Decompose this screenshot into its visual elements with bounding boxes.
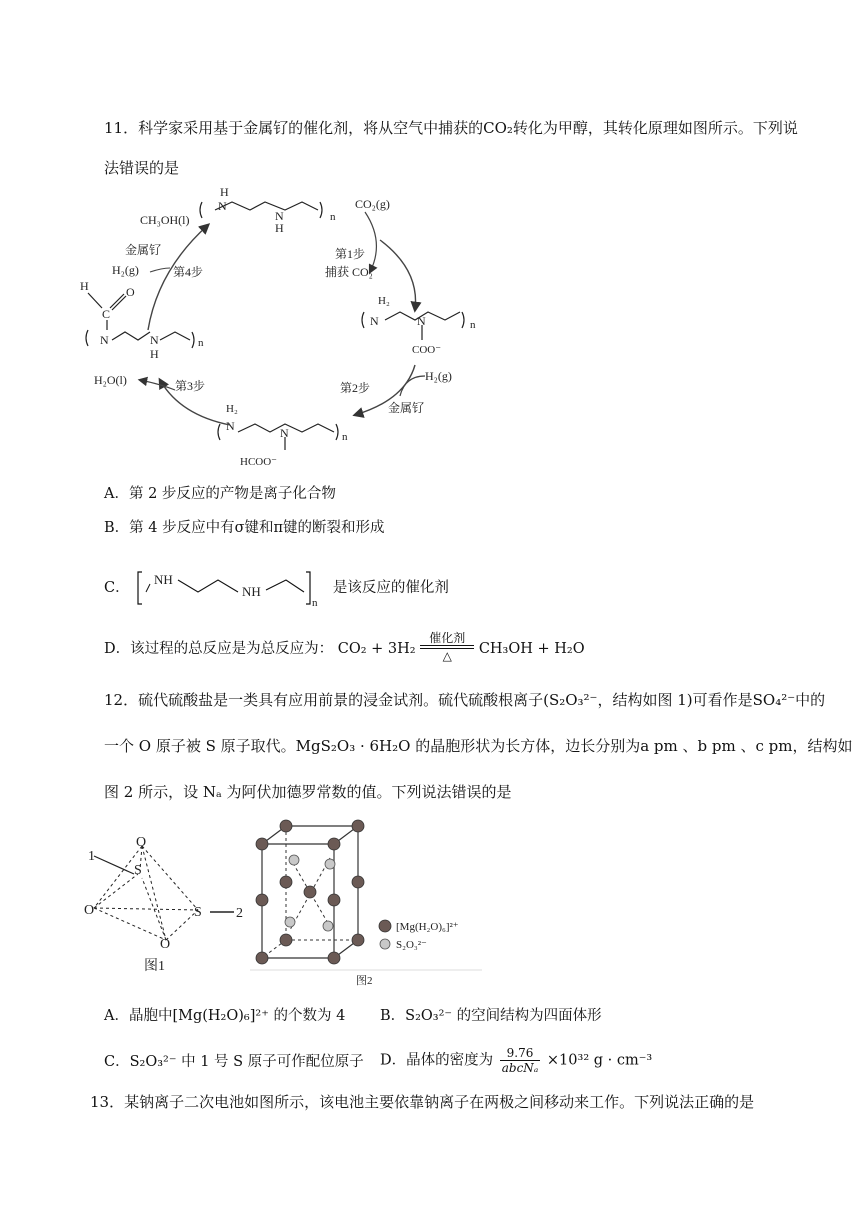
polymer-bottom <box>218 424 338 450</box>
n-atom: N <box>100 333 109 347</box>
density-numerator: 9.76 <box>500 1046 541 1061</box>
option-d-suffix: ×10³² g · cm⁻³ <box>546 1052 653 1069</box>
c-atom: C <box>102 307 111 321</box>
q11-option-a[interactable]: A．第 2 步反应的产物是离子化合物 <box>104 486 336 502</box>
q12-stem-line1: 12．硫代硫酸盐是一类具有应用前景的浸金试剂。硫代硫酸根离子(S₂O₃²⁻，结构如图 1)可看作是SO₄²⁻中的 <box>104 691 826 709</box>
q11-stem-line1: 11．科学家采用基于金属钌的催化剂，将从空气中捕获的CO₂转化为甲醇，其转化原理如图所示。下列说 <box>104 119 798 137</box>
s-atom: S <box>134 863 142 878</box>
q13-stem: 13．某钠离子二次电池如图所示，该电池主要依靠钠离子在两极之间移动来工作。下列说法正确的是 <box>90 1093 755 1111</box>
option-c-prefix: C． <box>104 580 130 596</box>
n-atom: N <box>218 199 227 213</box>
q12-option-b[interactable]: B．S₂O₃²⁻ 的空间结构为四面体形 <box>380 1008 602 1024</box>
unit-cell-figure <box>250 818 490 988</box>
option-d-products: CH₃OH + H₂O <box>478 641 585 657</box>
subscript-n: n <box>330 211 336 223</box>
step1-label: 第1步 <box>335 247 366 261</box>
ru2-label: 金属钌 <box>388 401 425 415</box>
legend-mg-label: [Mg(H₂O)₆]²⁺ <box>396 921 459 933</box>
polymer-structure-icon <box>136 568 326 608</box>
option-c-suffix: 是该反应的催化剂 <box>332 580 449 596</box>
o-atom: O <box>84 903 95 918</box>
label-1: 1 <box>88 849 95 864</box>
figure2-caption: 图2 <box>356 975 373 987</box>
q12-stem-line2: 一个 O 原子被 S 原子取代。MgS₂O₃ · 6H₂O 的晶胞形状为长方体，边长分别为a pm 、b pm 、c pm，结构如 <box>104 737 853 755</box>
co2-label: CO₂(g) <box>355 197 390 211</box>
legend-mg-marker <box>379 920 391 932</box>
coo-label: COO⁻ <box>412 344 442 356</box>
h-atom: H <box>80 279 89 293</box>
option-d-prefix: D．该过程的总反应是为总反应为： <box>104 641 334 657</box>
h2-right-label: H₂(g) <box>425 369 452 383</box>
h2-label: H₂ <box>378 295 390 307</box>
step2-label: 第2步 <box>340 381 371 395</box>
n-atom: N <box>417 314 426 328</box>
o-atom: O <box>136 835 147 850</box>
option-d-reactants: CO₂ + 3H₂ <box>337 641 416 657</box>
subscript-n: n <box>342 431 348 443</box>
ru1-label: 金属钌 <box>125 243 162 257</box>
q12-stem-line3: 图 2 所示，设 Nₐ 为阿伏加德罗常数的值。下列说法错误的是 <box>104 783 512 801</box>
mg-complex-ions <box>256 820 364 964</box>
h2-label: H₂ <box>226 403 238 415</box>
q12-option-c[interactable]: C．S₂O₃²⁻ 中 1 号 S 原子可作配位原子 <box>104 1054 364 1070</box>
step3-label: 第3步 <box>175 379 206 393</box>
s-atom: S <box>194 905 202 920</box>
n-atom: N <box>226 419 235 433</box>
q11-option-c[interactable] <box>104 568 449 608</box>
label-2: 2 <box>236 906 243 921</box>
q11-stem-line2: 法错误的是 <box>104 159 180 177</box>
reaction-condition-top: 催化剂 <box>429 631 466 645</box>
reaction-condition-bottom: △ <box>442 649 452 663</box>
n-atom: N <box>275 209 284 223</box>
h2-top-label: H₂(g) <box>112 263 139 277</box>
density-denominator: abcNₐ <box>501 1061 539 1075</box>
density-fraction <box>500 1046 541 1075</box>
h-atom: H <box>150 347 159 361</box>
o-atom: O <box>160 937 171 952</box>
reaction-arrow <box>420 631 474 663</box>
svg-text:NH: NH <box>242 584 261 599</box>
n-atom: N <box>150 333 159 347</box>
water-label: H₂O(l) <box>94 373 127 387</box>
subscript-n: n <box>198 337 204 349</box>
n-atom: N <box>280 426 289 440</box>
legend-s-label: S₂O₃²⁻ <box>396 939 427 951</box>
legend-s-marker <box>380 939 390 949</box>
q11-option-b[interactable]: B．第 4 步反应中有σ键和π键的断裂和形成 <box>104 520 385 536</box>
h-atom: H <box>275 221 284 235</box>
o-atom: O <box>126 285 135 299</box>
co2-cycle-diagram <box>80 180 480 470</box>
n-atom: N <box>370 314 379 328</box>
svg-text:n: n <box>312 597 318 608</box>
s2o3-structure-figure <box>80 830 260 980</box>
figure1-caption: 图1 <box>144 959 165 974</box>
q12-option-d[interactable] <box>380 1046 652 1075</box>
methanol-label: CH₃OH(l) <box>140 213 190 227</box>
hcoo-label: HCOO⁻ <box>240 456 277 468</box>
option-d-prefix: D．晶体的密度为 <box>380 1052 494 1069</box>
step4-label: 第4步 <box>173 265 204 279</box>
capture-label: 捕获 CO₂ <box>325 265 373 279</box>
q11-option-d[interactable] <box>104 633 585 665</box>
svg-text:NH: NH <box>154 572 173 587</box>
h-atom: H <box>220 185 229 199</box>
subscript-n: n <box>470 319 476 331</box>
q12-option-a[interactable]: A．晶胞中[Mg(H₂O)₆]²⁺ 的个数为 4 <box>104 1008 346 1024</box>
